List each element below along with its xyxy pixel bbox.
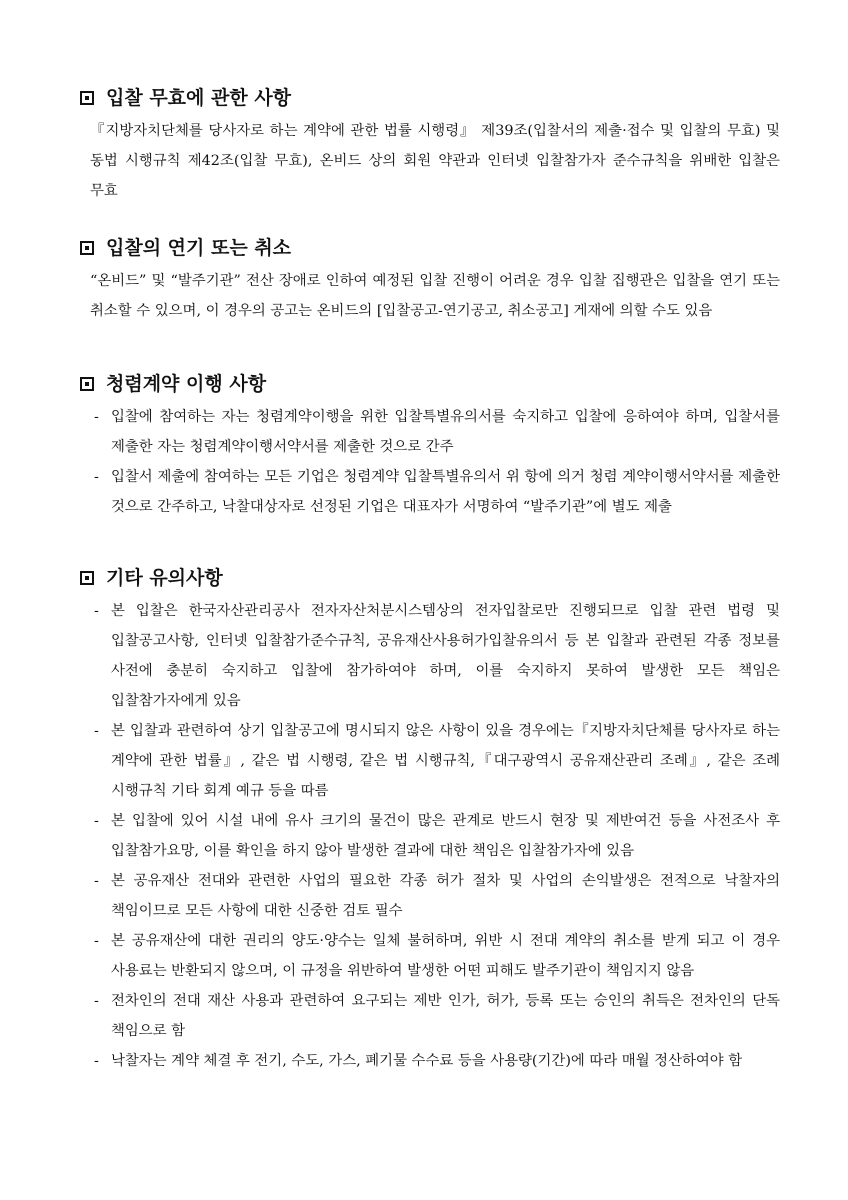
- item-list: [80, 596, 780, 1076]
- list-item: - 본 입찰과 관련하여 상기 입찰공고에 명시되지 않은 사항이 있을 경우에는『지방자치단체를 당사자로 하는 계약에 관한 법률』, 같은 법 시행령, 같은 법 시행규칙,『대구광역시 공유재산관리 조례』, 같은 조례 시행규칙 기타 회계 예규 등을 따름: [94, 723, 780, 799]
- section-bid-postponement: [80, 236, 780, 326]
- list-item-text: 본 입찰에 있어 시설 내에 유사 크기의 물건이 많은 관계로 반드시 현장 및 제반여건 등을 사전조사 후 입찰참가요망, 이를 확인을 하지 않아 발생한 결과에 대한 책임은 입찰참가자에 있음: [111, 813, 780, 859]
- list-item-text: 본 입찰은 한국자산관리공사 전자자산처분시스템상의 전자입찰로만 진행되므로 입찰 관련 법령 및 입찰공고사항, 인터넷 입찰참가준수규칙, 공유재산사용허가입찰유의서 등 본 입찰과 관련된 각종 정보를 사전에 충분히 숙지하고 입찰에 참가하여야 하며, 이를 숙지하지 못하여 발생한 모든 책임은 입찰참가자에게 있음: [111, 603, 780, 709]
- list-item: - 입찰에 참여하는 자는 청렴계약이행을 위한 입찰특별유의서를 숙지하고 입찰에 응하여야 하며, 입찰서를 제출한 자는 청렴계약이행서약서를 제출한 것으로 간주: [94, 409, 780, 455]
- list-item-text: 전차인의 전대 재산 사용과 관련하여 요구되는 제반 인가, 허가, 등록 또는 승인의 취득은 전차인의 단독 책임으로 함: [111, 993, 780, 1039]
- square-bullet-icon: [80, 91, 94, 105]
- section-heading: [80, 566, 780, 590]
- list-item-text: 본 공유재산에 대한 권리의 양도·양수는 일체 불허하며, 위반 시 전대 계약의 취소를 받게 되고 이 경우 사용료는 반환되지 않으며, 이 규정을 위반하여 발생한 어떤 피해도 발주기관이 책임지지 않음: [111, 933, 780, 979]
- list-item: - 본 공유재산 전대와 관련한 사업의 필요한 각종 허가 절차 및 사업의 손익발생은 전적으로 낙찰자의 책임이므로 모든 사항에 대한 신중한 검토 필수: [94, 873, 780, 919]
- section-bid-invalidity: [80, 86, 780, 206]
- list-item: - 본 입찰에 있어 시설 내에 유사 크기의 물건이 많은 관계로 반드시 현장 및 제반여건 등을 사전조사 후 입찰참가요망, 이를 확인을 하지 않아 발생한 결과에 대한 책임은 입찰참가자에 있음: [94, 813, 780, 859]
- list-item: - 본 공유재산에 대한 권리의 양도·양수는 일체 불허하며, 위반 시 전대 계약의 취소를 받게 되고 이 경우 사용료는 반환되지 않으며, 이 규정을 위반하여 발생한 어떤 피해도 발주기관이 책임지지 않음: [94, 933, 780, 979]
- section-integrity-contract: [80, 372, 780, 522]
- list-item: - 본 입찰은 한국자산관리공사 전자자산처분시스템상의 전자입찰로만 진행되므로 입찰 관련 법령 및 입찰공고사항, 인터넷 입찰참가준수규칙, 공유재산사용허가입찰유의서 등 본 입찰과 관련된 각종 정보를 사전에 충분히 숙지하고 입찰에 참가하여야 하며, 이를 숙지하지 못하여 발생한 모든 책임은 입찰참가자에게 있음: [94, 603, 780, 709]
- section-other-notes: [80, 566, 780, 1076]
- section-heading: [80, 236, 780, 260]
- list-item-text: 입찰에 참여하는 자는 청렴계약이행을 위한 입찰특별유의서를 숙지하고 입찰에 응하여야 하며, 입찰서를 제출한 자는 청렴계약이행서약서를 제출한 것으로 간주: [111, 409, 780, 455]
- heading-text: 입찰의 연기 또는 취소: [106, 237, 292, 259]
- square-bullet-icon: [80, 377, 94, 391]
- section-heading: [80, 86, 780, 110]
- list-item-text: 본 입찰과 관련하여 상기 입찰공고에 명시되지 않은 사항이 있을 경우에는『지방자치단체를 당사자로 하는 계약에 관한 법률』, 같은 법 시행령, 같은 법 시행규칙,『대구광역시 공유재산관리 조례』, 같은 조례 시행규칙 기타 회계 예규 등을 따름: [111, 723, 780, 799]
- list-item-text: 낙찰자는 계약 체결 후 전기, 수도, 가스, 폐기물 수수료 등을 사용량(기간)에 따라 매월 정산하여야 함: [111, 1053, 743, 1069]
- list-item: - 전차인의 전대 재산 사용과 관련하여 요구되는 제반 인가, 허가, 등록 또는 승인의 취득은 전차인의 단독 책임으로 함: [94, 993, 780, 1039]
- list-item: - 입찰서 제출에 참여하는 모든 기업은 청렴계약 입찰특별유의서 위 항에 의거 청렴 계약이행서약서를 제출한 것으로 간주하고, 낙찰대상자로 선정된 기업은 대표자가 서명하여 “발주기관”에 별도 제출: [94, 469, 780, 515]
- list-item: - 낙찰자는 계약 체결 후 전기, 수도, 가스, 폐기물 수수료 등을 사용량(기간)에 따라 매월 정산하여야 함: [94, 1053, 743, 1069]
- heading-text: 청렴계약 이행 사항: [106, 373, 267, 395]
- section-heading: [80, 372, 780, 396]
- heading-text: 입찰 무효에 관한 사항: [106, 87, 292, 109]
- square-bullet-icon: [80, 571, 94, 585]
- list-item-text: 입찰서 제출에 참여하는 모든 기업은 청렴계약 입찰특별유의서 위 항에 의거 청렴 계약이행서약서를 제출한 것으로 간주하고, 낙찰대상자로 선정된 기업은 대표자가 서명하여 “발주기관”에 별도 제출: [111, 469, 780, 515]
- heading-text: 기타 유의사항: [106, 567, 223, 589]
- square-bullet-icon: [80, 241, 94, 255]
- section-paragraph: “온비드” 및 “발주기관” 전산 장애로 인하여 예정된 입찰 진행이 어려운 경우 입찰 집행관은 입찰을 연기 또는 취소할 수 있으며, 이 경우의 공고는 온비드의 [입찰공고-연기공고, 취소공고] 게재에 의할 수도 있음: [90, 273, 780, 319]
- item-list: [80, 402, 780, 522]
- section-paragraph: 『지방자치단체를 당사자로 하는 계약에 관한 법률 시행령』 제39조(입찰서의 제출·접수 및 입찰의 무효) 및 동법 시행규칙 제42조(입찰 무효), 온비드 상의 회원 약관과 인터넷 입찰참가자 준수규칙을 위배한 입찰은 무효: [90, 123, 780, 199]
- list-item-text: 본 공유재산 전대와 관련한 사업의 필요한 각종 허가 절차 및 사업의 손익발생은 전적으로 낙찰자의 책임이므로 모든 사항에 대한 신중한 검토 필수: [111, 873, 780, 919]
